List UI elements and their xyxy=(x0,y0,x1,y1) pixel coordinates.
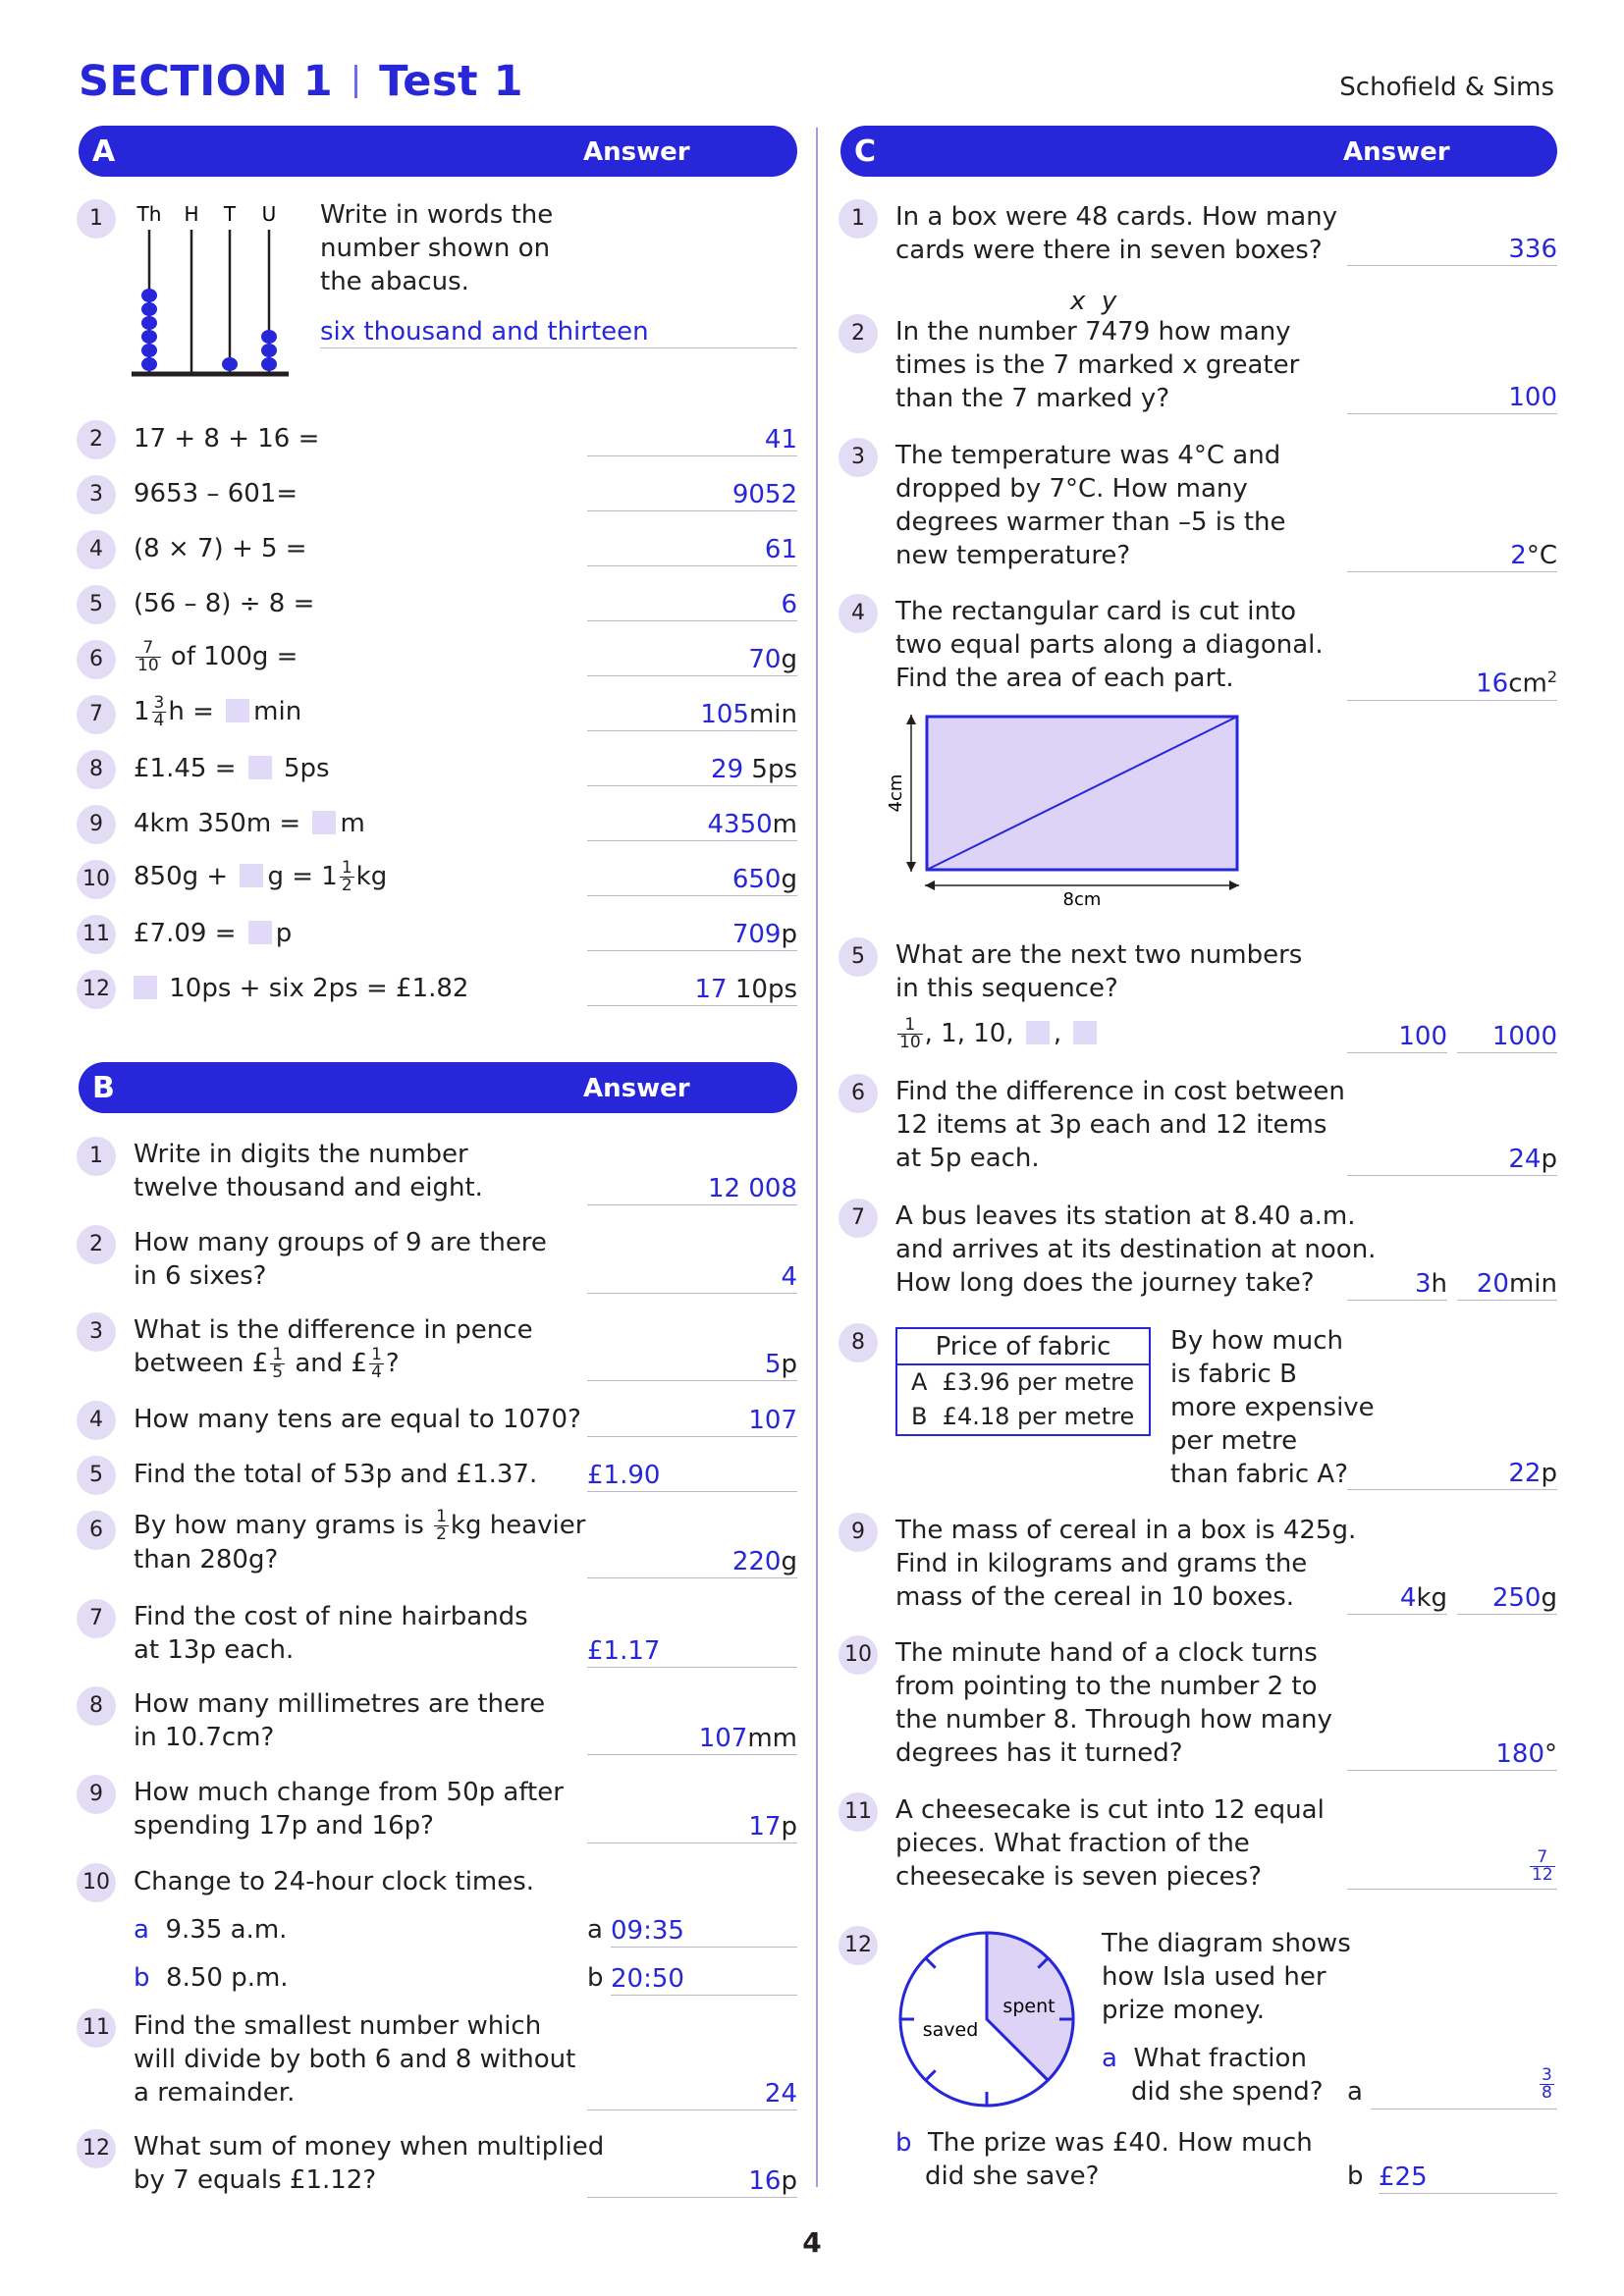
question-text: By how many grams is $\frac{1}{2}$ kg heavier than 280g? xyxy=(134,1507,586,1575)
answer-field[interactable]: 20:50 xyxy=(611,1963,797,1996)
fraction: $\frac{3}{8}$ xyxy=(1542,2065,1552,2103)
question-number: 10 xyxy=(77,860,116,899)
answer-field[interactable]: 61 xyxy=(587,534,797,566)
fraction: $\frac{3}{4}$ xyxy=(153,693,165,730)
question-text: The mass of cereal in a box is 425g. Find in kilograms and grams the mass of the cereal in 10 boxes. xyxy=(895,1516,1357,1612)
answer-field[interactable]: 17 10ps xyxy=(587,974,797,1006)
abacus-label-t: T xyxy=(223,202,237,226)
question-text: 1 $\frac{3}{4}$ h = min xyxy=(134,693,302,730)
question-number: 3 xyxy=(77,1312,116,1352)
fabric-price-table xyxy=(895,1327,1151,1436)
abacus-diagram xyxy=(126,198,302,381)
question-number: 10 xyxy=(839,1635,878,1675)
question-text: In the number 7479 how many times is the 7 marked x greater than the 7 marked y? xyxy=(895,317,1300,413)
fraction: $\frac{7}{10}$ xyxy=(137,638,159,675)
answer-label: Answer xyxy=(583,1074,690,1103)
question-number: 5 xyxy=(77,585,116,624)
sub-question-b: b The prize was £40. How much did she save? xyxy=(895,2128,1313,2191)
answer-field[interactable]: 24 xyxy=(587,2078,797,2110)
question-number: 11 xyxy=(839,1792,878,1832)
saved-label: saved xyxy=(922,2019,979,2041)
fraction: $\frac{1}{2}$ xyxy=(341,858,352,895)
section-letter: C xyxy=(854,134,877,169)
question-number: 2 xyxy=(77,420,116,459)
arrow-head-left xyxy=(925,881,935,890)
question-text: What is the difference in pence between £ $\frac{1}{5}$ and £ $\frac{1}{4}$ ? xyxy=(134,1315,533,1382)
question-text: £1.45 = 5ps xyxy=(134,754,330,783)
question-text: How much change from 50p after spending 17p and 16p? xyxy=(134,1778,564,1841)
answer-field[interactable]: 9052 xyxy=(587,479,797,511)
question-text: The temperature was 4°C and dropped by 7°C. How many degrees warmer than –5 is the new temperature? xyxy=(895,441,1286,570)
answer-field[interactable]: 2°C xyxy=(1347,540,1557,572)
abacus-bead xyxy=(222,357,238,371)
question-text: Change to 24-hour clock times. xyxy=(134,1867,535,1896)
question-number: 2 xyxy=(77,1225,116,1264)
question-number: 3 xyxy=(77,475,116,514)
answer-field-hours[interactable]: 3h xyxy=(1347,1268,1447,1301)
question-number: 8 xyxy=(839,1323,878,1362)
question-text: 850g + g = 1 $\frac{1}{2}$ kg xyxy=(134,858,388,895)
height-label: 4cm xyxy=(886,774,906,813)
answer-field[interactable]: 107 xyxy=(587,1405,797,1437)
question-number: 12 xyxy=(839,1926,878,1965)
answer-field-kg[interactable]: 4kg xyxy=(1347,1582,1447,1615)
question-number: 9 xyxy=(839,1513,878,1552)
question-number: 1 xyxy=(77,199,116,239)
spent-label: spent xyxy=(1002,1996,1056,2017)
answer-fraction[interactable] xyxy=(1528,1849,1557,1884)
answer-field-g[interactable]: 250g xyxy=(1457,1582,1557,1615)
answer-field[interactable]: 709p xyxy=(587,919,797,951)
sub-answer-label: a xyxy=(1347,2077,1363,2107)
abacus-bead xyxy=(141,289,157,302)
question-number: 9 xyxy=(77,805,116,844)
answer-field-2[interactable]: 1000 xyxy=(1457,1021,1557,1053)
sub-question-a: a 9.35 a.m. xyxy=(134,1915,288,1945)
sub-question-b: b 8.50 p.m. xyxy=(134,1963,289,1993)
fraction: $\frac{7}{12}$ xyxy=(1532,1847,1553,1885)
question-number: 7 xyxy=(77,695,116,734)
answer-field[interactable]: 220g xyxy=(587,1546,797,1578)
question-number: 6 xyxy=(839,1074,878,1113)
question-number: 4 xyxy=(77,530,116,569)
abacus-label-u: U xyxy=(261,202,277,226)
page-number: 4 xyxy=(802,2226,822,2259)
abacus-bead xyxy=(141,316,157,330)
abacus-label-th: Th xyxy=(136,202,162,226)
question-text: What sum of money when multiplied by 7 equals £1.12? xyxy=(134,2132,605,2195)
abacus-bead xyxy=(261,330,277,344)
question-text: Write in words the number shown on the abacus. xyxy=(320,200,554,296)
answer-fraction[interactable] xyxy=(1538,2067,1556,2102)
blank-box xyxy=(1026,1021,1050,1044)
question-number: 2 xyxy=(839,314,878,353)
section-b-header xyxy=(79,1062,797,1113)
abacus-bead xyxy=(141,302,157,316)
table-row: B £4.18 per metre xyxy=(911,1403,1135,1430)
question-number: 10 xyxy=(77,1863,116,1902)
blank-box xyxy=(1073,1021,1097,1044)
question-number: 12 xyxy=(77,970,116,1009)
question-number: 7 xyxy=(77,1599,116,1638)
abacus-bead xyxy=(141,344,157,357)
question-number: 11 xyxy=(77,915,116,954)
answer-field-1[interactable]: 100 xyxy=(1347,1021,1447,1053)
question-number: 8 xyxy=(77,1686,116,1726)
question-text: Find the total of 53p and £1.37. xyxy=(134,1460,538,1489)
answer-line xyxy=(1347,1889,1557,1890)
blank-box xyxy=(312,811,336,834)
question-text: How many groups of 9 are there in 6 sixes? xyxy=(134,1228,547,1291)
question-number: 8 xyxy=(77,750,116,789)
question-number: 4 xyxy=(77,1401,116,1440)
sub-answer-label: a xyxy=(587,1915,603,1945)
question-text: How many millimetres are there in 10.7cm? xyxy=(134,1689,546,1752)
question-text: $\frac{7}{10}$ of 100g = xyxy=(137,638,298,675)
fraction: $\frac{1}{5}$ xyxy=(272,1345,284,1382)
table-row: A £3.96 per metre xyxy=(911,1368,1135,1396)
arrow-head-top xyxy=(906,715,916,724)
answer-label: Answer xyxy=(1343,137,1450,167)
sequence: $\frac{1}{10}$ , 1, 10, , xyxy=(895,1017,1101,1051)
section-letter: A xyxy=(92,134,116,169)
fraction: $\frac{1}{4}$ xyxy=(371,1345,382,1382)
answer-field[interactable]: 650g xyxy=(587,864,797,896)
answer-field[interactable]: 336 xyxy=(1347,234,1557,266)
abacus-bead xyxy=(141,357,157,371)
answer-field[interactable]: 70g xyxy=(587,644,797,676)
answer-field[interactable]: 16p xyxy=(587,2165,797,2198)
blank-box xyxy=(248,756,272,779)
abacus-bead xyxy=(261,344,277,357)
answer-label: Answer xyxy=(583,137,690,167)
prize-money-pie-chart xyxy=(892,1924,1082,2114)
answer-field[interactable]: 180° xyxy=(1347,1738,1557,1771)
question-number: 1 xyxy=(77,1137,116,1176)
question-text: In a box were 48 cards. How many cards were there in seven boxes? xyxy=(895,202,1338,265)
section-label: SECTION 1 xyxy=(79,57,334,106)
question-number: 5 xyxy=(77,1456,116,1495)
arrow-head-right xyxy=(1229,881,1239,890)
section-letter: B xyxy=(92,1071,115,1105)
question-text: 10ps + six 2ps = £1.82 xyxy=(130,972,468,1005)
question-number: 9 xyxy=(77,1775,116,1814)
answer-field[interactable]: 17p xyxy=(587,1811,797,1843)
answer-field[interactable]: 4 xyxy=(587,1261,797,1294)
arrow-head-bottom xyxy=(906,862,916,872)
question-number: 12 xyxy=(77,2129,116,2168)
digit-markers: x y xyxy=(1070,287,1117,316)
title-separator xyxy=(354,65,357,98)
question-number: 5 xyxy=(839,937,878,977)
question-text: Find the cost of nine hairbands at 13p each. xyxy=(134,1602,528,1665)
sub-answer-label: b xyxy=(1347,2162,1364,2191)
abacus-bead xyxy=(261,357,277,371)
question-text: Find the difference in cost between 12 items at 3p each and 12 items at 5p each. xyxy=(895,1077,1345,1173)
question-text: The diagram shows how Isla used her prize money. xyxy=(1102,1929,1351,2025)
answer-field-minutes[interactable]: 20min xyxy=(1457,1268,1557,1301)
answer-field[interactable]: 5p xyxy=(587,1349,797,1381)
answer-field[interactable]: 100 xyxy=(1347,382,1557,414)
question-text: (56 – 8) ÷ 8 = xyxy=(134,589,315,618)
column-divider xyxy=(816,128,818,2187)
question-number: 1 xyxy=(839,199,878,239)
width-label: 8cm xyxy=(1062,889,1102,910)
answer-field[interactable]: 107mm xyxy=(587,1723,797,1755)
fraction: $\frac{1}{10}$ xyxy=(899,1015,921,1052)
answer-field[interactable]: 29 5ps xyxy=(587,754,797,786)
question-text: £7.09 = p xyxy=(134,919,293,948)
question-number: 7 xyxy=(839,1199,878,1238)
answer-field[interactable]: 22p xyxy=(1347,1458,1557,1490)
question-text: (8 × 7) + 5 = xyxy=(134,534,307,563)
question-text: A bus leaves its station at 8.40 a.m. and arrives at its destination at noon. How long does the journey take? xyxy=(895,1201,1377,1298)
answer-field[interactable]: 41 xyxy=(587,424,797,456)
question-text: 4km 350m = m xyxy=(134,809,365,838)
answer-field[interactable]: 12 008 xyxy=(587,1173,797,1205)
answer-field[interactable]: £1.17 xyxy=(587,1635,797,1668)
table-title: Price of fabric xyxy=(897,1329,1149,1365)
section-c-header xyxy=(840,126,1557,177)
answer-field[interactable]: $16cm^2$ xyxy=(1347,662,1557,701)
sub-answer-label: b xyxy=(587,1963,604,1993)
sub-question-a: a What fraction did she spend? xyxy=(1102,2044,1324,2107)
answer-field[interactable]: 4350m xyxy=(587,809,797,841)
question-number: 4 xyxy=(839,594,878,633)
answer-field[interactable]: £1.90 xyxy=(587,1460,797,1492)
blank-box xyxy=(134,976,157,999)
blank-box xyxy=(248,921,272,944)
question-number: 3 xyxy=(839,438,878,477)
blank-box xyxy=(240,864,263,887)
test-label: Test 1 xyxy=(379,57,523,106)
question-text: The minute hand of a clock turns from pointing to the number 2 to the number 8. Through how many degrees has it turned? xyxy=(895,1638,1332,1768)
question-text: Write in digits the number twelve thousand and eight. xyxy=(134,1140,483,1202)
abacus-label-h: H xyxy=(184,202,199,226)
question-text: A cheesecake is cut into 12 equal pieces. What fraction of the cheesecake is seven pieces? xyxy=(895,1795,1325,1892)
answer-field[interactable]: six thousand and thirteen xyxy=(320,316,797,348)
fraction: $\frac{1}{2}$ xyxy=(436,1507,447,1544)
answer-field[interactable]: 6 xyxy=(587,589,797,621)
question-text: 9653 – 601= xyxy=(134,479,298,508)
question-text: Find the smallest number which will divide by both 6 and 8 without a remainder. xyxy=(134,2011,576,2108)
question-number: 6 xyxy=(77,1511,116,1550)
publisher: Schofield & Sims xyxy=(1339,73,1554,102)
answer-field[interactable]: 105min xyxy=(587,699,797,731)
question-text: 17 + 8 + 16 = xyxy=(134,424,320,454)
rectangle-diagram xyxy=(884,709,1257,911)
page-title xyxy=(79,57,523,106)
section-a-header xyxy=(79,126,797,177)
question-number: 6 xyxy=(77,640,116,679)
answer-field[interactable]: £25 xyxy=(1379,2162,1557,2194)
question-text: By how much is fabric B more expensive per metre than fabric A? xyxy=(1170,1326,1375,1489)
question-number: 11 xyxy=(77,2008,116,2048)
answer-field[interactable]: 24p xyxy=(1347,1144,1557,1176)
question-text: What are the next two numbers in this sequence? xyxy=(895,940,1303,1003)
blank-box xyxy=(226,699,249,722)
question-text: The rectangular card is cut into two equal parts along a diagonal. Find the area of each part. xyxy=(895,597,1324,693)
answer-field[interactable]: 09:35 xyxy=(611,1915,797,1948)
abacus-bead xyxy=(141,330,157,344)
question-text: How many tens are equal to 1070? xyxy=(134,1405,581,1434)
